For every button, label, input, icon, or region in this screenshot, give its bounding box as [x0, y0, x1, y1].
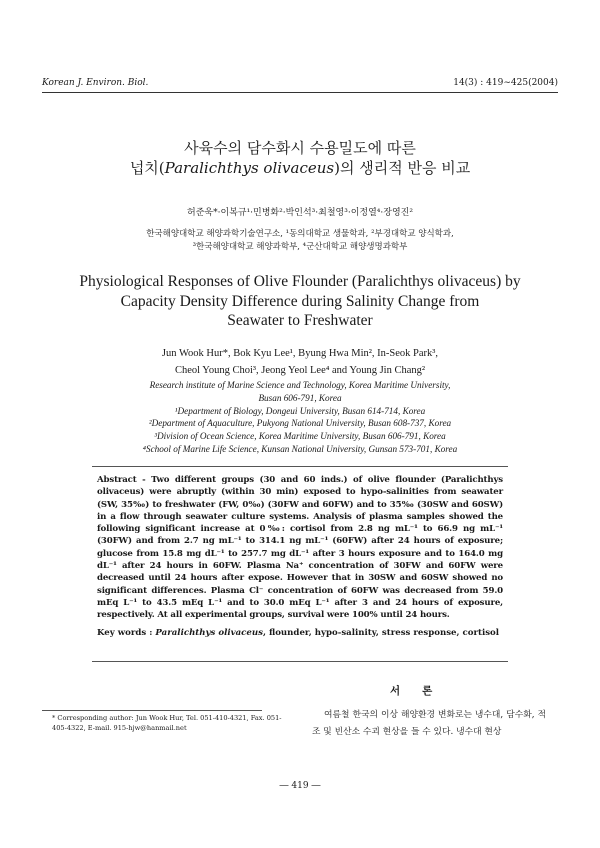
english-title-line-1: Physiological Responses of Olive Flounder (Paralichthys olivaceus) by — [79, 273, 521, 290]
english-title-line-3: Seawater to Freshwater — [227, 312, 373, 329]
english-affil-line-1: Research institute of Marine Science and Technology, Korea Maritime University, — [149, 380, 451, 390]
english-authors-line-1: Jun Wook Hur*, Bok Kyu Lee¹, Byung Hwa Min², In-Seok Park³, — [161, 348, 439, 359]
keywords-label: Key words : — [97, 628, 156, 638]
english-affil-line-6: ⁴School of Marine Life Science, Kunsan National University, Gunsan 573-701, Korea — [142, 443, 458, 454]
korean-affiliations — [0, 228, 600, 254]
english-title-line-2: Capacity Density Difference during Salinity Change from — [120, 292, 480, 310]
journal-name: Korean J. Environ. Biol. — [42, 78, 149, 88]
english-affil-line-4: ²Department of Aquaculture, Pukyong National University, Busan 608-737, Korea — [148, 418, 452, 429]
keywords-rest: , flounder, hypo-salinity, stress response, cortisol — [262, 628, 500, 638]
korean-title-species: Paralichthys olivaceus — [164, 159, 335, 177]
corresponding-author-footnote: * Corresponding author: Jun Wook Hur, Tel. 051-410-4321, Fax. 051-405-4322, E-mail. 915-hjw@hanmail.net — [52, 714, 282, 732]
keywords-species: Paralichthys olivaceus — [155, 628, 263, 638]
korean-authors: 허준욱*·이복규¹·민병화²·박인석³·최철영³·이정열⁴·장영진² — [187, 208, 413, 218]
korean-affil-line-2: ³한국해양대학교 해양과학부, ⁴군산대학교 해양생명과학부 — [192, 242, 408, 252]
korean-affil-line-1: 한국해양대학교 해양과학기술연구소, ¹동의대학교 생물학과, ²부경대학교 양식학과, — [146, 229, 454, 239]
english-affil-line-3: ¹Department of Biology, Dongeui University, Busan 614-714, Korea — [174, 405, 426, 416]
running-header — [42, 78, 558, 93]
abstract-bottom-rule — [92, 661, 508, 662]
english-affil-line-5: ³Division of Ocean Science, Korea Maritime University, Busan 606-791, Korea — [154, 431, 446, 442]
page-number: ― 419 ― — [279, 781, 321, 791]
abstract-text: Abstract - Two different groups (30 and 60 inds.) of olive flounder (Paralichthys olivaceus) were abruptly (within 30 min) exposed to hypo-salinities from seawater (SW, 35‰) to freshwater (FW, 0‰) (30FW and 60FW) and to 35‰ (30SW and 60SW) in a flow through seawater culture systems. Analysis of plasma samples showed the following significant increase at 0‰: cortisol from 2.8 ng mL⁻¹ to 66.9 ng mL⁻¹ (30FW) and from 2.7 ng mL⁻¹ to 314.1 ng mL⁻¹ (60FW) after 24 hours of exposure; glucose from 15.8 mg dL⁻¹ to 257.7 mg dL⁻¹ after 3 hours exposure and to 164.0 mg dL⁻¹ after 24 hours in 60FW. Plasma Na⁺ concentration of 30FW and 60FW were decreased until 24 hours after expose. However that in 30SW and 60SW showed no significant differences. Plasma Cl⁻ concentration of 60FW was decreased from 59.0 mEq L⁻¹ to 43.5 mEq L⁻¹ and to 30.0 mEq L⁻¹ after 3 and 24 hours of exposure, respectively. At all experimental groups, survival were 100% until 24 hours. — [97, 475, 503, 621]
korean-title — [0, 138, 600, 178]
section-heading-introduction: 서론 — [390, 685, 455, 697]
volume-info: 14(3) : 419∼425(2004) — [453, 78, 558, 88]
english-title — [40, 272, 560, 331]
english-authors-line-2: Cheol Young Choi³, Jeong Yeol Lee⁴ and Young Jin Chang² — [174, 365, 426, 376]
korean-title-line-1: 사육수의 담수화시 수용밀도에 따른 — [184, 139, 416, 157]
korean-title-line-2: 넙치(Paralichthys olivaceus)의 생리적 반응 비교 — [129, 159, 471, 177]
footnote-rule — [42, 710, 262, 711]
introduction-paragraph: 여름철 한국의 이상 해양환경 변화로는 냉수대, 담수화, 적조 및 빈산소 수괴 현상을 들 수 있다. 냉수대 현상 — [312, 710, 546, 737]
english-affiliations — [40, 379, 560, 456]
keywords — [97, 628, 503, 638]
english-affil-line-2: Busan 606-791, Korea — [258, 392, 342, 403]
english-authors — [40, 345, 560, 379]
abstract-top-rule — [92, 466, 508, 467]
